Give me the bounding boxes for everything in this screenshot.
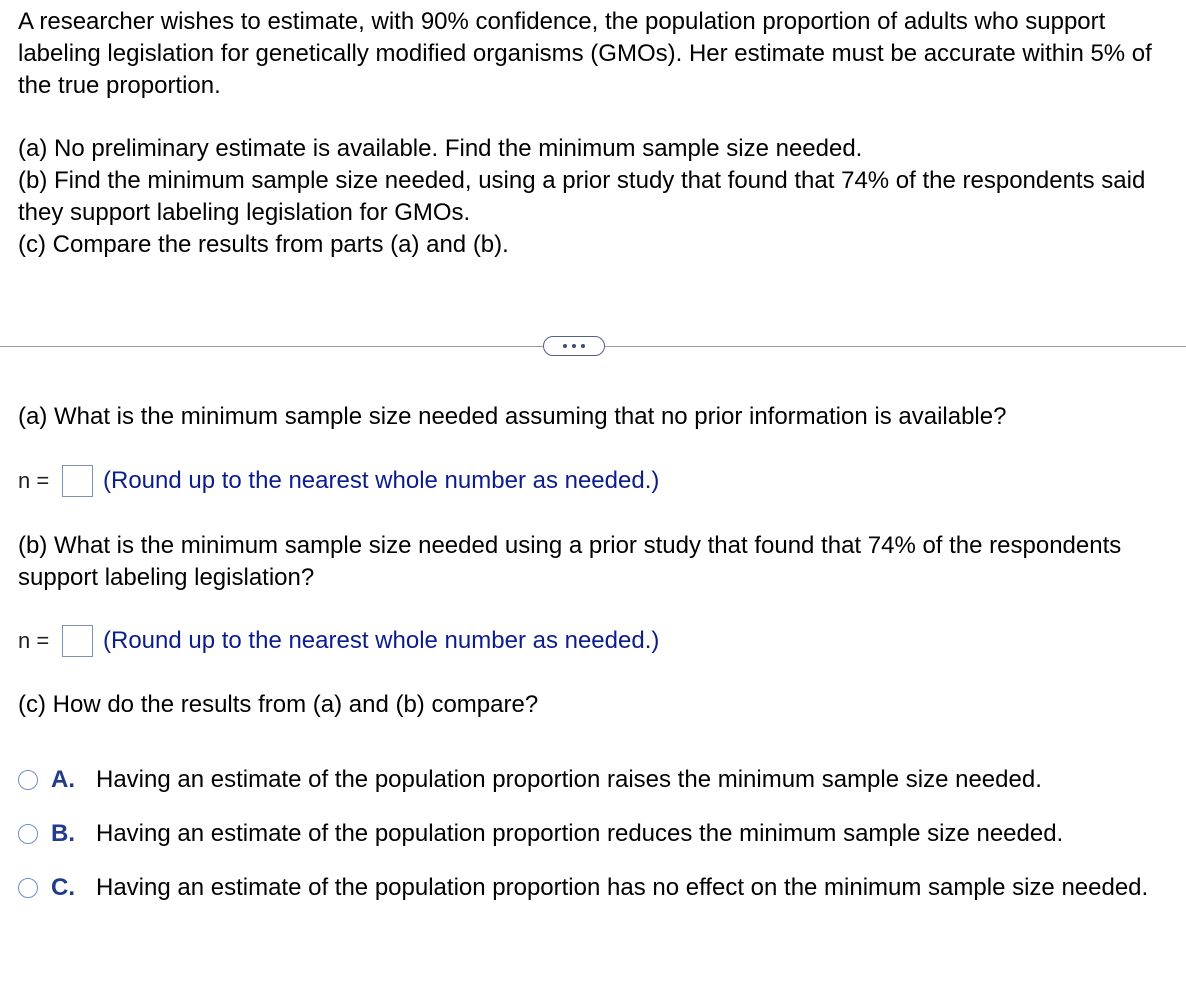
rounding-hint: (Round up to the nearest whole number as needed.)	[103, 467, 660, 494]
question-a-prompt: (a) What is the minimum sample size needed assuming that no prior information is available?	[18, 403, 1007, 430]
problem-part-a: (a) No preliminary estimate is available. Find the minimum sample size needed.	[18, 135, 863, 162]
option-letter: A.	[51, 766, 75, 793]
problem-intro: A researcher wishes to estimate, with 90% confidence, the population proportion of adults who support labeling legislation for genetically modified organisms (GMOs). Her estimate must be accurate within 5% of the true proportion.	[18, 8, 1152, 99]
answer-options	[18, 764, 1178, 926]
radio-button-icon[interactable]	[18, 824, 38, 844]
problem-part-b: (b) Find the minimum sample size needed, using a prior study that found that 74% of the respondents said they support labeling legislation for GMOs.	[18, 167, 1146, 226]
option-text: Having an estimate of the population proportion reduces the minimum sample size needed.	[96, 820, 1064, 847]
option-b[interactable]	[18, 818, 1178, 850]
option-a[interactable]	[18, 764, 1178, 796]
n-label: n =	[18, 628, 50, 653]
option-c[interactable]	[18, 872, 1178, 904]
answer-row-b	[18, 623, 659, 659]
ellipsis-icon	[581, 344, 585, 348]
question-b-prompt: (b) What is the minimum sample size needed using a prior study that found that 74% of the respondents support labeling legislation?	[18, 532, 1122, 591]
rounding-hint: (Round up to the nearest whole number as needed.)	[103, 627, 660, 654]
problem-part-c: (c) Compare the results from parts (a) and (b).	[18, 231, 509, 258]
option-letter: B.	[51, 820, 75, 847]
problem-statement	[18, 6, 1184, 261]
answer-row-a	[18, 463, 659, 499]
option-letter: C.	[51, 874, 75, 901]
sample-size-input-b[interactable]	[62, 625, 93, 657]
question-c-prompt: (c) How do the results from (a) and (b) compare?	[18, 691, 539, 718]
option-text: Having an estimate of the population proportion raises the minimum sample size needed.	[96, 766, 1042, 793]
n-label: n =	[18, 468, 50, 493]
sample-size-input-a[interactable]	[62, 465, 93, 497]
ellipsis-icon	[572, 344, 576, 348]
ellipsis-icon	[563, 344, 567, 348]
radio-button-icon[interactable]	[18, 878, 38, 898]
option-text: Having an estimate of the population proportion has no effect on the minimum sample size needed.	[96, 874, 1149, 901]
radio-button-icon[interactable]	[18, 770, 38, 790]
expand-problem-button[interactable]	[543, 336, 605, 356]
